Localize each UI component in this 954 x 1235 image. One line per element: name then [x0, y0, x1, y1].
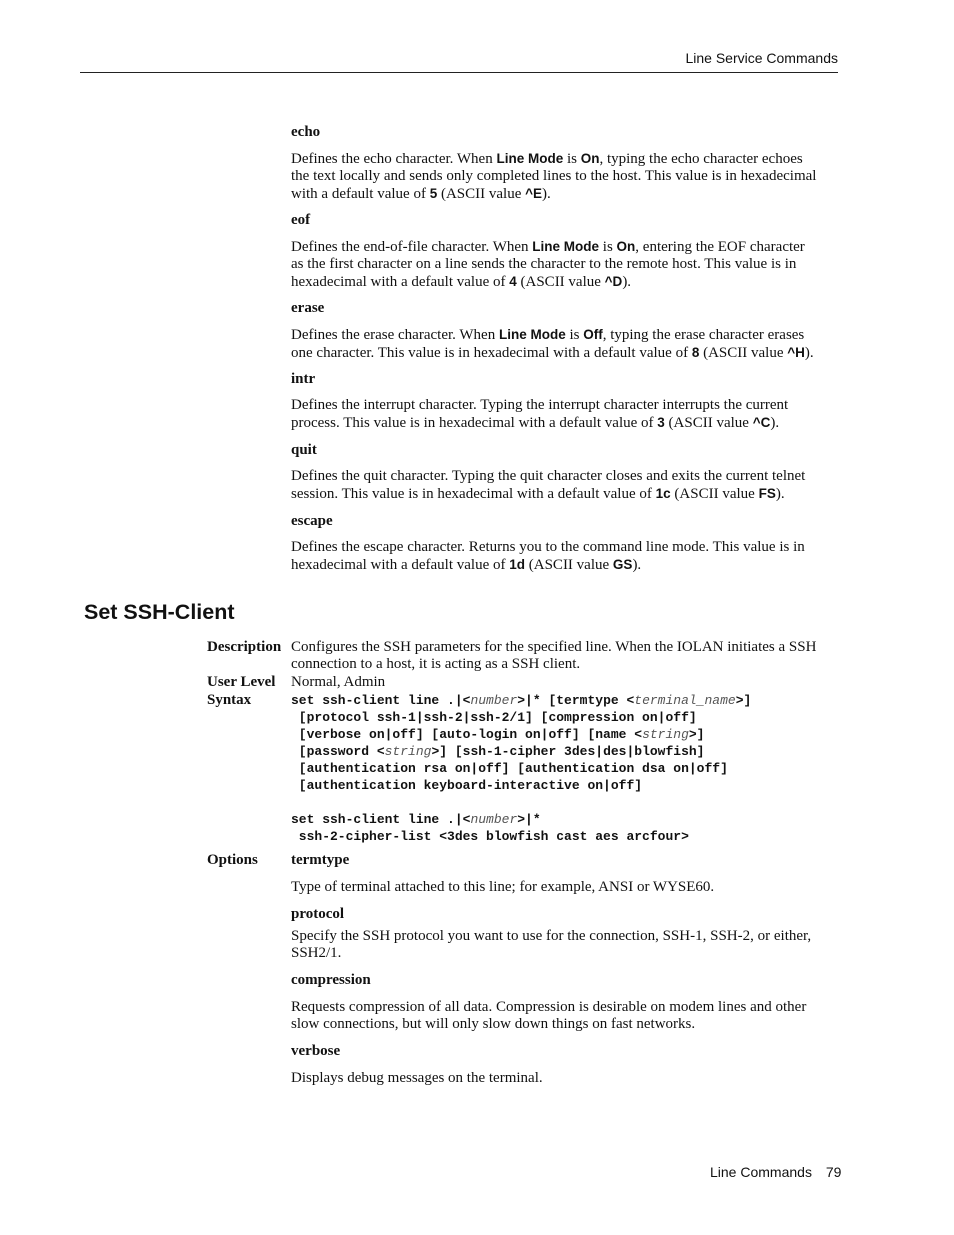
option-desc-termtype: [291, 879, 841, 896]
text-line: SSH2/1.: [291, 945, 342, 961]
text-line: Requests compression of all data. Compression is desirable on modem lines and other: [291, 999, 807, 1015]
term-echo: echo: [291, 124, 321, 140]
term-quit: quit: [291, 442, 317, 458]
emphasis-value: Line Mode: [532, 239, 600, 254]
option-desc-verbose: [291, 1070, 841, 1087]
page-number: 79: [825, 1164, 842, 1180]
syntax-placeholder: number: [470, 693, 518, 708]
option-term-compression: compression: [291, 972, 371, 988]
option-term-verbose: verbose: [291, 1043, 341, 1059]
option-termtype: [291, 852, 841, 896]
running-header: Line Service Commands: [685, 50, 838, 66]
label-syntax: Syntax: [207, 692, 252, 708]
text-line: hexadecimal with a default value of 4 (ASCII value ^D).: [291, 274, 632, 290]
option-protocol: [291, 906, 841, 962]
syntax-placeholder: string: [642, 727, 689, 742]
desc-intr: [291, 397, 841, 432]
text-line: connection to a host, it is acting as a SSH client.: [291, 656, 581, 672]
desc-eof: [291, 238, 841, 291]
option-term-termtype: termtype: [291, 852, 350, 868]
emphasis-value: ^H: [787, 345, 805, 360]
term-erase: erase: [291, 300, 325, 316]
text-line: slow connections, but will only slow down things on fast networks.: [291, 1016, 696, 1032]
label-options: Options: [207, 852, 258, 868]
syntax-line: [verbose on|off] [auto-login on|off] [name <string>]: [291, 727, 705, 742]
emphasis-value: 1d: [509, 557, 526, 572]
text-line: session. This value is in hexadecimal with a default value of 1c (ASCII value FS).: [291, 486, 785, 502]
text-line: process. This value is in hexadecimal with a default value of 3 (ASCII value ^C).: [291, 415, 780, 431]
emphasis-value: 8: [691, 345, 700, 360]
text-line: Defines the quit character. Typing the quit character closes and exits the current telnet: [291, 468, 806, 484]
label-user-level: User Level: [207, 674, 276, 690]
syntax-line: [authentication keyboard-interactive on|off]: [291, 778, 643, 793]
user-level-value: Normal, Admin: [291, 674, 386, 690]
emphasis-value: Line Mode: [496, 151, 564, 166]
term-intr: intr: [291, 371, 316, 387]
page-footer: [710, 1164, 841, 1180]
text-line: Defines the erase character. When Line Mode is Off, typing the erase character erases: [291, 327, 805, 343]
emphasis-value: On: [616, 239, 636, 254]
emphasis-value: GS: [612, 557, 633, 572]
emphasis-value: 3: [657, 415, 665, 430]
text-line: Defines the interrupt character. Typing the interrupt character interrupts the current: [291, 397, 789, 413]
text-line: hexadecimal with a default value of 1d (ASCII value GS).: [291, 557, 642, 573]
syntax-block: [291, 692, 851, 845]
desc-quit: [291, 468, 841, 503]
label-description: Description: [207, 639, 282, 655]
option-term-protocol: protocol: [291, 906, 345, 922]
syntax-line: [authentication rsa on|off] [authentication dsa on|off]: [291, 761, 728, 776]
term-escape: escape: [291, 513, 333, 529]
syntax-line: ssh-2-cipher-list <3des blowfish cast aes arcfour>: [291, 829, 689, 844]
desc-echo: [291, 150, 841, 203]
text-line: as the first character on a line sends the character to the remote host. This value is in: [291, 256, 797, 272]
emphasis-value: 1c: [655, 486, 671, 501]
text-line: Defines the escape character. Returns you to the command line mode. This value is in: [291, 539, 805, 555]
emphasis-value: FS: [758, 486, 776, 501]
option-desc-protocol: [291, 928, 841, 962]
syntax-placeholder: number: [470, 812, 518, 827]
emphasis-value: Off: [583, 327, 603, 342]
emphasis-value: ^E: [525, 186, 543, 201]
syntax-line: [password <string>] [ssh-1-cipher 3des|des|blowfish]: [291, 744, 705, 759]
char-def-intr: [291, 371, 841, 432]
desc-escape: [291, 539, 841, 574]
emphasis-value: 4: [509, 274, 517, 289]
char-def-echo: [291, 124, 841, 203]
text-line: Specify the SSH protocol you want to use for the connection, SSH-1, SSH-2, or either,: [291, 928, 812, 944]
syntax-line: [protocol ssh-1|ssh-2|ssh-2/1] [compression on|off]: [291, 710, 697, 725]
syntax-line: [291, 794, 851, 811]
text-line: the text locally and sends only completed lines to the host. This value is in hexadecimal: [291, 168, 817, 184]
char-def-erase: [291, 300, 841, 362]
desc-erase: [291, 326, 841, 362]
text-line: Type of terminal attached to this line; for example, ANSI or WYSE60.: [291, 879, 715, 895]
text-line: Defines the end-of-file character. When Line Mode is On, entering the EOF character: [291, 239, 805, 255]
emphasis-value: ^D: [604, 274, 623, 289]
emphasis-value: ^C: [752, 415, 771, 430]
term-eof: eof: [291, 212, 311, 228]
emphasis-value: On: [580, 151, 600, 166]
syntax-line: set ssh-client line .|<number>|* [termtype <terminal_name>]: [291, 693, 752, 708]
text-line: one character. This value is in hexadecimal with a default value of 8 (ASCII value ^H).: [291, 345, 814, 361]
section-heading: Set SSH-Client: [84, 600, 235, 624]
option-compression: [291, 972, 841, 1033]
header-rule: [80, 72, 838, 73]
text-line: Defines the echo character. When Line Mode is On, typing the echo character echoes: [291, 151, 803, 167]
char-def-escape: [291, 513, 841, 574]
text-line: Configures the SSH parameters for the specified line. When the IOLAN initiates a SSH: [291, 639, 817, 655]
syntax-placeholder: terminal_name: [634, 693, 736, 708]
emphasis-value: 5: [429, 186, 438, 201]
emphasis-value: Line Mode: [498, 327, 566, 342]
option-desc-compression: [291, 999, 841, 1033]
footer-chapter: Line Commands: [710, 1164, 812, 1180]
option-verbose: [291, 1043, 841, 1087]
char-def-quit: [291, 442, 841, 503]
char-def-eof: [291, 212, 841, 291]
text-line: Displays debug messages on the terminal.: [291, 1070, 543, 1086]
syntax-line: set ssh-client line .|<number>|*: [291, 812, 541, 827]
syntax-placeholder: string: [384, 744, 432, 759]
text-line: with a default value of 5 (ASCII value ^E).: [291, 186, 551, 202]
description-text: [291, 639, 841, 673]
